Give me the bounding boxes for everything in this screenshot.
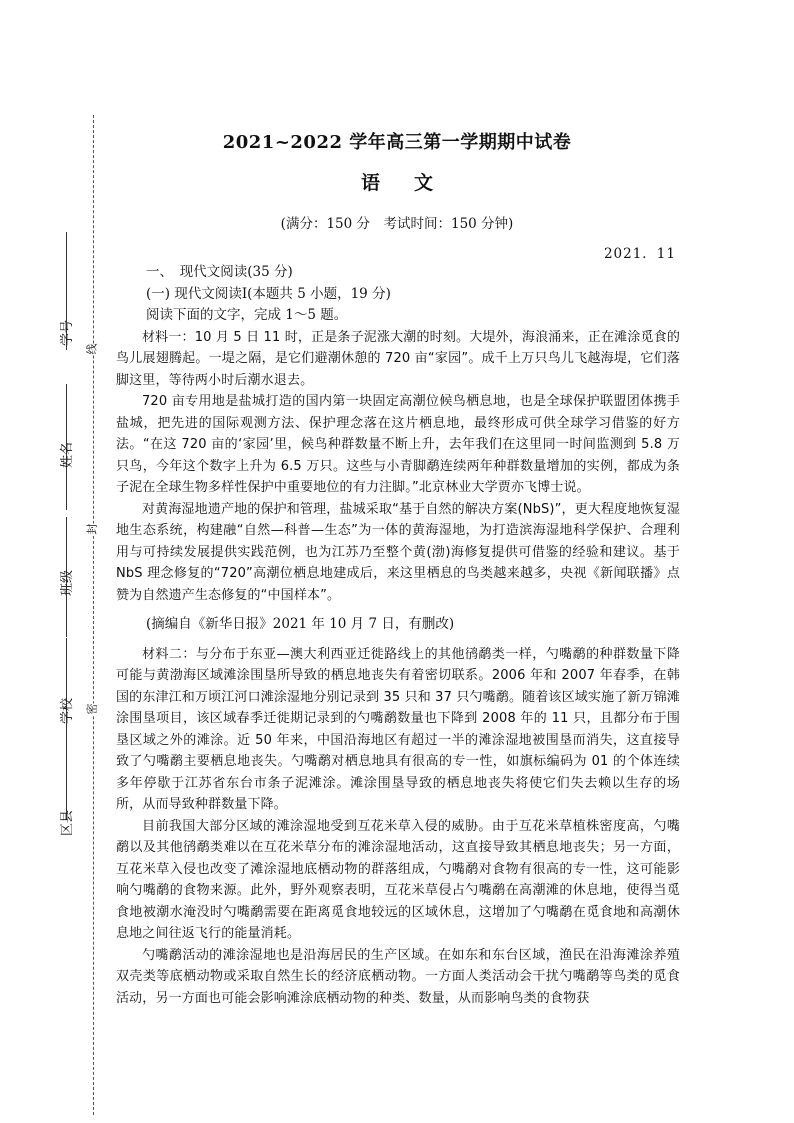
seal-mark-seal: 封 xyxy=(85,523,99,535)
district-blank xyxy=(66,740,67,820)
reading-instruction: 阅读下面的文字，完成 1～5 题。 xyxy=(146,307,348,323)
material2-paragraph: 勺嘴鹬活动的滩涂湿地也是沿海居民的生产区域。在如东和东台区域，渔民在沿海滩涂养殖双壳类等底栖动物或采取自然生长的经济底栖动物。一方面人类活动会干扰勺嘴鹬等鸟类的觅食活动，另一方面也可能会影响滩涂底栖动物的种类、数量，从而影响鸟类的食物获 xyxy=(116,947,680,1006)
name-label: 姓名 xyxy=(60,441,76,469)
material2-paragraph: 目前我国大部分区域的滩涂湿地受到互花米草入侵的威胁。由于互花米草植株密度高，勺嘴鹬以及其他鸻鹬类难以在互花米草分布的滩涂湿地活动，这直接导致其栖息地丧失；另一方面，互花米草入侵也改变了滩涂湿地底栖动物的群落组成，勺嘴鹬对食物有很高的专一性，这可能影响勺嘴鹬的食物来源。此外，野外观察表明，互花米草侵占勺嘴鹬在高潮滩的休息地，使得当觅食地被潮水淹没时勺嘴鹬需要在距离觅食地较远的区域休息，这增加了勺嘴鹬在觅食地和高潮休息地之间往返飞行的能量消耗。 xyxy=(116,818,680,941)
subsection-heading: (一) 现代文阅读Ⅰ(本题共 5 小题，19 分) xyxy=(146,285,391,302)
material1-source: (摘编自《新华日报》2021 年 10 月 7 日，有删改) xyxy=(146,616,455,632)
exam-date: 2021．11 xyxy=(603,246,676,262)
exam-content xyxy=(116,262,680,1009)
seal-mark-line: 线 xyxy=(85,343,99,355)
binding-dashed-line xyxy=(93,115,94,1115)
exam-subject: 语文 xyxy=(360,172,467,194)
student-id-label: 学号 xyxy=(60,319,76,347)
school-label: 学校 xyxy=(60,697,76,725)
exam-title: 2021~2022 学年高三第一学期期中试卷 xyxy=(222,132,572,153)
score-time-line: (满分：150 分 考试时间：150 分钟) xyxy=(280,216,514,232)
material1-paragraph: 对黄海湿地遗产地的保护和管理，盐城采取“基于自然的解决方案(NbS)”，更大程度地恢复湿地生态系统，构建融“自然—科普—生态”为一体的黄海湿地，为打造滨海湿地科学保护、合理利用与可持续发展提供实践范例，也为江苏乃至整个黄(渤)海修复提供可借鉴的经验和建议。基于 NbS 理念修复的“720”高潮位栖息地建成后，来这里栖息的鸟类越来越多，央视《新闻联播》点赞为自然遗产生态修复的“中国样本”。 xyxy=(116,501,680,603)
class-label: 班级 xyxy=(60,569,76,597)
district-label: 区县 xyxy=(60,809,76,837)
material1-paragraph: 720 亩专用地是盐城打造的国内第一块固定高潮位候鸟栖息地，也是全球保护联盟团体携手盐城，把先进的国际观测方法、保护理念落在这片栖息地，最终形成可供全球学习借鉴的好方法。“在这 720 亩的‘家园’里，候鸟种群数量不断上升，去年我们在这里同一时间监测到 5.8 万只鸟，今年这个数字上升为 6.5 万只。这些与小青脚鹬连续两年种群数量增加的实例，都成为条子泥在全球生物多样性保护中重要地位的有力注脚。”北京林业大学贾亦飞博士说。 xyxy=(116,394,680,495)
section-heading: 一、 现代文阅读(35 分) xyxy=(146,264,293,280)
seal-mark-secret: 密 xyxy=(85,703,99,715)
material1-paragraph: 材料一：10 月 5 日 11 时，正是条子泥涨大潮的时刻。大堤外，海浪涌来，正在滩涂觅食的鸟儿展翅腾起。一堤之隔，是它们避潮休憩的 720 亩“家园”。成千上万只鸟儿飞越海堤，它们落脚这里，等待两小时后潮水退去。 xyxy=(116,329,680,388)
material2-paragraph: 材料二：与分布于东亚—澳大利西亚迁徙路线上的其他鸻鹬类一样，勺嘴鹬的种群数量下降可能与黄渤海区域滩涂围垦所导致的栖息地丧失有着密切联系。2006 年和 2007 年春季，在韩国的东津江和万顷江河口滩涂湿地分别记录到 35 只和 37 只勺嘴鹬。随着该区域实施了新万锦滩涂围垦项目，该区域春季迁徙期记录到的勺嘴鹬数量也下降到 2008 年的 11 只，且都分布于围垦区域之外的滩涂。近 50 年来，中国沿海地区有超过一半的滩涂湿地被围垦而消失，这直接导致了勺嘴鹬主要栖息地丧失。勺嘴鹬对栖息地具有很高的专一性，如旗标编码为 01 的个体连续多年停歇于江苏省东台市条子泥滩涂。滩涂围垦导致的栖息地丧失将使它们失去赖以生存的场所，从而导致种群数量下降。 xyxy=(116,646,680,812)
